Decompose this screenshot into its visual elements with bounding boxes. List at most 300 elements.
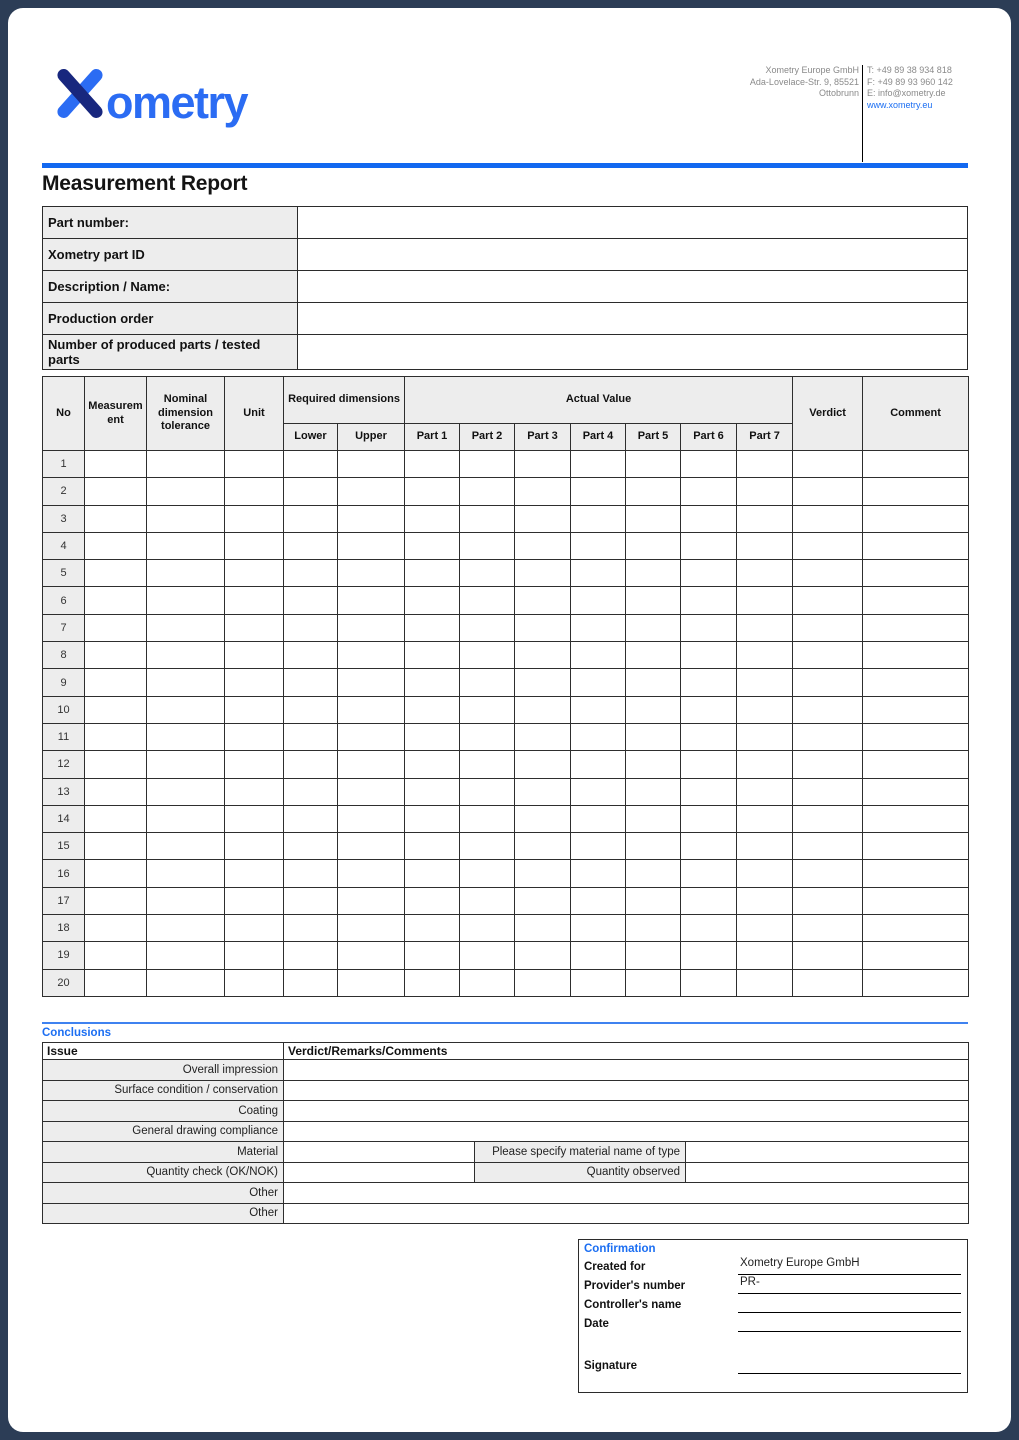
cell-part-2 (460, 669, 515, 696)
cell-part-6 (681, 751, 737, 778)
cell-part-2 (460, 532, 515, 559)
cell-part-7 (737, 833, 793, 860)
row-number: 1 (43, 451, 85, 478)
cell-unit (225, 478, 284, 505)
info-field-label: Part number: (43, 207, 298, 239)
cell-part-6 (681, 614, 737, 641)
cell-unit (225, 560, 284, 587)
conclusions-col-issue: Issue (43, 1043, 284, 1060)
info-row (43, 303, 968, 335)
col-header-part-3: Part 3 (515, 424, 571, 451)
cell-part-6 (681, 642, 737, 669)
col-header-part-6: Part 6 (681, 424, 737, 451)
cell-part-3 (515, 532, 571, 559)
cell-verdict (793, 478, 863, 505)
table-row (43, 505, 969, 532)
col-header-upper: Upper (338, 424, 405, 451)
cell-part-5 (626, 751, 681, 778)
table-row (43, 532, 969, 559)
cell-part-3 (515, 505, 571, 532)
cell-part-2 (460, 805, 515, 832)
cell-part-7 (737, 887, 793, 914)
cell-comment (863, 451, 969, 478)
cell-part-7 (737, 587, 793, 614)
conclusion-row (43, 1162, 969, 1183)
cell-part-3 (515, 560, 571, 587)
cell-part-4 (571, 614, 626, 641)
conclusion-verdict-value (284, 1101, 969, 1122)
cell-part-6 (681, 778, 737, 805)
cell-part-5 (626, 723, 681, 750)
cell-part-5 (626, 696, 681, 723)
cell-part-2 (460, 723, 515, 750)
cell-measurement (85, 478, 147, 505)
cell-part-3 (515, 860, 571, 887)
cell-unit (225, 451, 284, 478)
row-number: 11 (43, 723, 85, 750)
cell-nominal (147, 560, 225, 587)
cell-part-7 (737, 505, 793, 532)
col-header-part-5: Part 5 (626, 424, 681, 451)
row-number: 13 (43, 778, 85, 805)
confirmation-row (584, 1350, 961, 1374)
cell-part-7 (737, 696, 793, 723)
table-row (43, 778, 969, 805)
contact-phone: T: +49 89 38 934 818 (867, 65, 952, 75)
conclusion-spec-value (686, 1142, 969, 1163)
cell-lower (284, 587, 338, 614)
cell-part-1 (405, 451, 460, 478)
cell-part-1 (405, 532, 460, 559)
confirmation-field-value (738, 1295, 961, 1313)
row-number: 20 (43, 969, 85, 996)
cell-part-5 (626, 532, 681, 559)
cell-part-5 (626, 778, 681, 805)
cell-nominal (147, 860, 225, 887)
table-row (43, 942, 969, 969)
contact-address (735, 65, 859, 100)
cell-part-5 (626, 887, 681, 914)
cell-part-2 (460, 778, 515, 805)
cell-part-4 (571, 669, 626, 696)
cell-part-2 (460, 614, 515, 641)
cell-part-4 (571, 887, 626, 914)
cell-unit (225, 915, 284, 942)
cell-upper (338, 614, 405, 641)
cell-verdict (793, 942, 863, 969)
cell-part-4 (571, 915, 626, 942)
col-header-lower: Lower (284, 424, 338, 451)
cell-part-2 (460, 696, 515, 723)
cell-part-1 (405, 805, 460, 832)
conclusion-issue-label: Overall impression (43, 1060, 284, 1081)
cell-measurement (85, 723, 147, 750)
cell-part-3 (515, 478, 571, 505)
confirmation-field-label: Controller's name (584, 1299, 682, 1311)
cell-part-6 (681, 833, 737, 860)
cell-part-6 (681, 669, 737, 696)
cell-part-4 (571, 451, 626, 478)
confirmation-field-label: Created for (584, 1261, 646, 1273)
cell-part-7 (737, 642, 793, 669)
cell-lower (284, 833, 338, 860)
cell-part-4 (571, 560, 626, 587)
cell-measurement (85, 942, 147, 969)
cell-part-6 (681, 887, 737, 914)
cell-verdict (793, 696, 863, 723)
cell-part-7 (737, 451, 793, 478)
conclusion-verdict-value (284, 1080, 969, 1101)
conclusion-row (43, 1142, 969, 1163)
col-header-actual: Actual Value (405, 377, 793, 424)
cell-unit (225, 805, 284, 832)
cell-comment (863, 751, 969, 778)
cell-part-7 (737, 860, 793, 887)
cell-part-7 (737, 751, 793, 778)
cell-part-3 (515, 587, 571, 614)
cell-nominal (147, 723, 225, 750)
table-row (43, 860, 969, 887)
conclusions-table (42, 1042, 969, 1224)
cell-upper (338, 969, 405, 996)
cell-upper (338, 560, 405, 587)
contact-street: Ada-Lovelace-Str. 9, 85521 (749, 76, 859, 87)
conclusion-issue-label: Coating (43, 1101, 284, 1122)
cell-part-1 (405, 642, 460, 669)
cell-unit (225, 696, 284, 723)
cell-comment (863, 669, 969, 696)
cell-lower (284, 778, 338, 805)
cell-part-3 (515, 751, 571, 778)
conclusion-row (43, 1101, 969, 1122)
conclusion-spec-value (686, 1162, 969, 1183)
cell-upper (338, 532, 405, 559)
cell-verdict (793, 915, 863, 942)
cell-lower (284, 696, 338, 723)
cell-measurement (85, 505, 147, 532)
conclusion-row (43, 1121, 969, 1142)
cell-verdict (793, 887, 863, 914)
cell-comment (863, 887, 969, 914)
cell-measurement (85, 969, 147, 996)
conclusion-issue-label: Other (43, 1203, 284, 1224)
cell-part-1 (405, 860, 460, 887)
table-row (43, 560, 969, 587)
row-number: 4 (43, 532, 85, 559)
cell-part-3 (515, 915, 571, 942)
cell-measurement (85, 751, 147, 778)
cell-part-2 (460, 833, 515, 860)
cell-unit (225, 587, 284, 614)
cell-part-1 (405, 614, 460, 641)
confirmation-field-value (738, 1350, 961, 1374)
cell-verdict (793, 860, 863, 887)
col-header-unit: Unit (225, 377, 284, 451)
table-row (43, 969, 969, 996)
conclusion-row (43, 1060, 969, 1081)
cell-verdict (793, 969, 863, 996)
cell-nominal (147, 751, 225, 778)
cell-lower (284, 505, 338, 532)
cell-measurement (85, 614, 147, 641)
conclusion-issue-label: Quantity check (OK/NOK) (43, 1162, 284, 1183)
cell-part-5 (626, 915, 681, 942)
cell-upper (338, 505, 405, 532)
cell-part-3 (515, 642, 571, 669)
contact-divider (862, 65, 863, 162)
website-link[interactable]: www.xometry.eu (867, 99, 933, 110)
cell-upper (338, 751, 405, 778)
cell-part-6 (681, 723, 737, 750)
cell-comment (863, 642, 969, 669)
cell-nominal (147, 696, 225, 723)
cell-part-7 (737, 915, 793, 942)
cell-part-5 (626, 587, 681, 614)
cell-lower (284, 723, 338, 750)
cell-nominal (147, 805, 225, 832)
cell-measurement (85, 805, 147, 832)
row-number: 17 (43, 887, 85, 914)
logo-wordmark: ometry (106, 77, 248, 129)
table-row (43, 915, 969, 942)
row-number: 15 (43, 833, 85, 860)
cell-part-2 (460, 860, 515, 887)
cell-part-6 (681, 696, 737, 723)
cell-part-2 (460, 969, 515, 996)
cell-unit (225, 833, 284, 860)
confirmation-row (584, 1314, 961, 1332)
col-header-required: Required dimensions (284, 377, 405, 424)
conclusion-row (43, 1183, 969, 1204)
cell-part-1 (405, 942, 460, 969)
cell-part-2 (460, 451, 515, 478)
cell-nominal (147, 778, 225, 805)
row-number: 12 (43, 751, 85, 778)
cell-upper (338, 587, 405, 614)
info-field-value (298, 207, 968, 239)
cell-measurement (85, 669, 147, 696)
cell-verdict (793, 751, 863, 778)
cell-lower (284, 887, 338, 914)
cell-comment (863, 860, 969, 887)
conclusion-verdict-value (284, 1183, 969, 1204)
cell-part-1 (405, 696, 460, 723)
cell-unit (225, 860, 284, 887)
cell-verdict (793, 560, 863, 587)
cell-verdict (793, 805, 863, 832)
cell-part-4 (571, 696, 626, 723)
cell-part-7 (737, 478, 793, 505)
cell-nominal (147, 614, 225, 641)
cell-part-4 (571, 587, 626, 614)
table-row (43, 723, 969, 750)
cell-part-6 (681, 860, 737, 887)
cell-part-2 (460, 642, 515, 669)
cell-comment (863, 505, 969, 532)
table-row (43, 751, 969, 778)
cell-unit (225, 532, 284, 559)
row-number: 18 (43, 915, 85, 942)
col-header-measurement: Measurement (85, 377, 147, 451)
info-field-value (298, 271, 968, 303)
document-page (8, 8, 1011, 1432)
cell-nominal (147, 669, 225, 696)
cell-part-2 (460, 915, 515, 942)
cell-comment (863, 805, 969, 832)
confirmation-field-value (738, 1314, 961, 1332)
table-row (43, 614, 969, 641)
cell-part-1 (405, 669, 460, 696)
conclusions-divider-rule (42, 1022, 968, 1024)
row-number: 10 (43, 696, 85, 723)
cell-part-5 (626, 451, 681, 478)
cell-lower (284, 451, 338, 478)
cell-part-4 (571, 478, 626, 505)
cell-part-1 (405, 969, 460, 996)
row-number: 8 (43, 642, 85, 669)
cell-part-7 (737, 614, 793, 641)
cell-verdict (793, 587, 863, 614)
cell-verdict (793, 669, 863, 696)
conclusion-spec-label: Please specify material name of type (475, 1142, 686, 1163)
confirmation-field-value: Xometry Europe GmbH (738, 1257, 961, 1275)
cell-part-6 (681, 969, 737, 996)
cell-upper (338, 915, 405, 942)
cell-lower (284, 751, 338, 778)
cell-part-1 (405, 560, 460, 587)
cell-part-7 (737, 532, 793, 559)
cell-part-4 (571, 942, 626, 969)
cell-lower (284, 942, 338, 969)
cell-part-3 (515, 887, 571, 914)
cell-lower (284, 969, 338, 996)
info-field-label: Xometry part ID (43, 239, 298, 271)
cell-part-4 (571, 751, 626, 778)
cell-part-5 (626, 505, 681, 532)
conclusion-row (43, 1080, 969, 1101)
cell-upper (338, 805, 405, 832)
confirmation-field-label: Provider's number (584, 1280, 686, 1292)
info-field-label: Production order (43, 303, 298, 335)
info-row (43, 271, 968, 303)
cell-measurement (85, 833, 147, 860)
cell-measurement (85, 696, 147, 723)
col-header-part-1: Part 1 (405, 424, 460, 451)
cell-part-5 (626, 614, 681, 641)
cell-nominal (147, 915, 225, 942)
cell-part-1 (405, 887, 460, 914)
row-number: 3 (43, 505, 85, 532)
cell-part-2 (460, 478, 515, 505)
cell-part-2 (460, 751, 515, 778)
cell-part-4 (571, 805, 626, 832)
cell-comment (863, 969, 969, 996)
contact-block (735, 65, 953, 162)
cell-part-2 (460, 887, 515, 914)
cell-comment (863, 614, 969, 641)
cell-part-5 (626, 805, 681, 832)
info-field-label: Description / Name: (43, 271, 298, 303)
conclusion-verdict-value (284, 1060, 969, 1081)
cell-unit (225, 887, 284, 914)
cell-verdict (793, 614, 863, 641)
table-row (43, 833, 969, 860)
cell-lower (284, 915, 338, 942)
cell-nominal (147, 587, 225, 614)
cell-part-1 (405, 723, 460, 750)
cell-part-5 (626, 560, 681, 587)
cell-comment (863, 942, 969, 969)
cell-part-1 (405, 751, 460, 778)
cell-part-4 (571, 969, 626, 996)
conclusion-verdict-value (284, 1162, 475, 1183)
cell-comment (863, 915, 969, 942)
cell-lower (284, 642, 338, 669)
cell-measurement (85, 860, 147, 887)
contact-email: E: info@xometry.de (867, 88, 946, 98)
row-number: 5 (43, 560, 85, 587)
cell-part-3 (515, 833, 571, 860)
conclusion-verdict-value (284, 1142, 475, 1163)
cell-comment (863, 560, 969, 587)
col-header-no: No (43, 377, 85, 451)
cell-nominal (147, 478, 225, 505)
contact-company: Xometry Europe GmbH (765, 65, 859, 75)
info-field-label: Number of produced parts / tested parts (43, 335, 298, 370)
cell-verdict (793, 505, 863, 532)
cell-part-7 (737, 778, 793, 805)
cell-nominal (147, 942, 225, 969)
cell-part-5 (626, 642, 681, 669)
confirmation-heading: Confirmation (584, 1243, 656, 1255)
info-row (43, 239, 968, 271)
cell-part-4 (571, 860, 626, 887)
conclusions-col-verdict: Verdict/Remarks/Comments (284, 1043, 969, 1060)
cell-measurement (85, 532, 147, 559)
cell-comment (863, 532, 969, 559)
cell-part-6 (681, 451, 737, 478)
cell-unit (225, 969, 284, 996)
cell-part-4 (571, 642, 626, 669)
cell-unit (225, 942, 284, 969)
cell-upper (338, 696, 405, 723)
cell-upper (338, 833, 405, 860)
cell-part-3 (515, 805, 571, 832)
confirmation-field-value: PR- (738, 1276, 961, 1294)
cell-unit (225, 642, 284, 669)
cell-part-1 (405, 587, 460, 614)
table-row (43, 669, 969, 696)
cell-upper (338, 642, 405, 669)
cell-part-1 (405, 478, 460, 505)
cell-verdict (793, 451, 863, 478)
xometry-x-icon (56, 68, 104, 119)
cell-lower (284, 669, 338, 696)
cell-measurement (85, 642, 147, 669)
table-row (43, 587, 969, 614)
cell-part-4 (571, 723, 626, 750)
page-title: Measurement Report (42, 172, 248, 195)
cell-unit (225, 614, 284, 641)
cell-nominal (147, 969, 225, 996)
cell-part-5 (626, 942, 681, 969)
cell-part-5 (626, 860, 681, 887)
cell-upper (338, 478, 405, 505)
cell-nominal (147, 532, 225, 559)
info-field-value (298, 303, 968, 335)
conclusion-issue-label: Other (43, 1183, 284, 1204)
cell-part-3 (515, 778, 571, 805)
